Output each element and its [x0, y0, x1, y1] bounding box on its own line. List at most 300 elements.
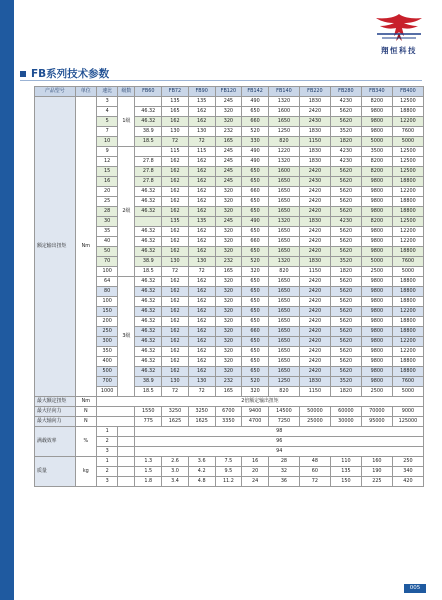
value-cell: 162: [188, 317, 215, 327]
value-cell: 320: [215, 297, 242, 307]
value-cell: 5620: [330, 177, 361, 187]
value-cell: 12200: [392, 347, 423, 357]
column-header: FB60: [135, 87, 162, 97]
value-cell: 162: [162, 207, 189, 217]
ratio-cell: 10: [96, 137, 117, 147]
value-cell: 162: [188, 357, 215, 367]
value-cell: 320: [215, 357, 242, 367]
value-cell: 46.32: [135, 317, 162, 327]
value-cell: 18800: [392, 177, 423, 187]
stage-cell: 3: [96, 477, 117, 487]
value-cell: 46.32: [135, 117, 162, 127]
value-cell: 650: [242, 247, 269, 257]
value-cell: 162: [188, 297, 215, 307]
value-cell: 162: [188, 347, 215, 357]
value-cell: 130: [188, 257, 215, 267]
value-cell: 12200: [392, 237, 423, 247]
value-cell: 650: [242, 207, 269, 217]
value-cell: 2420: [299, 287, 330, 297]
value-cell: 650: [242, 287, 269, 297]
column-header: FB140: [268, 87, 299, 97]
value-cell: 50000: [299, 407, 330, 417]
value-cell: 130: [162, 377, 189, 387]
value-cell: 4230: [330, 157, 361, 167]
value-cell: 94: [135, 447, 424, 457]
empty-cell: [118, 427, 135, 437]
value-cell: 320: [215, 277, 242, 287]
value-cell: 162: [188, 157, 215, 167]
value-cell: 70000: [361, 407, 392, 417]
value-cell: 2420: [299, 357, 330, 367]
mass-row: [35, 457, 424, 467]
stage-cell: 3: [96, 447, 117, 457]
value-cell: 660: [242, 327, 269, 337]
value-cell: 165: [162, 107, 189, 117]
value-cell: 650: [242, 177, 269, 187]
value-cell: 8200: [361, 97, 392, 107]
value-cell: 1.3: [135, 457, 162, 467]
value-cell: 162: [188, 287, 215, 297]
section-heading: [20, 66, 109, 81]
value-cell: 5620: [330, 357, 361, 367]
left-accent-bar: [0, 0, 14, 600]
value-cell: 3250: [162, 407, 189, 417]
value-cell: 2420: [299, 277, 330, 287]
value-cell: 1650: [268, 317, 299, 327]
ratio-cell: 100: [96, 297, 117, 307]
ratio-cell: 9: [96, 147, 117, 157]
value-cell: 650: [242, 107, 269, 117]
value-cell: 12200: [392, 307, 423, 317]
value-cell: [135, 147, 162, 157]
ratio-cell: 100: [96, 267, 117, 277]
value-cell: 46.32: [135, 187, 162, 197]
value-cell: 162: [162, 237, 189, 247]
stage-label: 2级: [118, 147, 135, 277]
value-cell: 1830: [299, 157, 330, 167]
value-cell: 5620: [330, 167, 361, 177]
value-cell: 1150: [299, 137, 330, 147]
value-cell: 98: [135, 427, 424, 437]
value-cell: 3.4: [162, 477, 189, 487]
unit-cell: %: [75, 427, 96, 457]
value-cell: 1650: [268, 177, 299, 187]
value-cell: 46.32: [135, 327, 162, 337]
value-cell: 162: [162, 167, 189, 177]
column-header: FB340: [361, 87, 392, 97]
value-cell: 245: [215, 177, 242, 187]
value-cell: 162: [188, 227, 215, 237]
value-cell: 250: [392, 457, 423, 467]
value-cell: 320: [215, 117, 242, 127]
unit-cell: Nm: [75, 397, 96, 407]
value-cell: 2420: [299, 247, 330, 257]
value-cell: 115: [188, 147, 215, 157]
value-cell: 1650: [268, 247, 299, 257]
value-cell: 8200: [361, 157, 392, 167]
value-cell: 2.6: [162, 457, 189, 467]
value-cell: 46.32: [135, 107, 162, 117]
value-cell: 18800: [392, 317, 423, 327]
value-cell: 162: [162, 117, 189, 127]
column-header: FB220: [299, 87, 330, 97]
value-cell: 12500: [392, 167, 423, 177]
value-cell: 320: [215, 327, 242, 337]
max-torque-row: [35, 397, 424, 407]
value-cell: 1830: [299, 97, 330, 107]
value-cell: 4700: [242, 417, 269, 427]
ratio-cell: 12: [96, 157, 117, 167]
value-cell: 2420: [299, 317, 330, 327]
value-cell: 38.9: [135, 377, 162, 387]
value-cell: 5620: [330, 187, 361, 197]
value-cell: 46.32: [135, 287, 162, 297]
header-row: [35, 87, 424, 97]
value-cell: 162: [188, 367, 215, 377]
value-cell: 320: [215, 107, 242, 117]
value-cell: 5620: [330, 247, 361, 257]
value-cell: 9400: [242, 407, 269, 417]
value-cell: 12200: [392, 187, 423, 197]
value-cell: 46.32: [135, 247, 162, 257]
value-cell: 320: [215, 197, 242, 207]
value-cell: 28: [268, 457, 299, 467]
value-cell: 32: [268, 467, 299, 477]
value-cell: 5620: [330, 307, 361, 317]
ratio-cell: 16: [96, 177, 117, 187]
value-cell: 3500: [361, 147, 392, 157]
value-cell: 1820: [330, 137, 361, 147]
value-cell: 2420: [299, 347, 330, 357]
value-cell: 48: [299, 457, 330, 467]
value-cell: 1250: [268, 377, 299, 387]
value-cell: 5620: [330, 237, 361, 247]
value-cell: 9800: [361, 107, 392, 117]
value-cell: 7.5: [215, 457, 242, 467]
value-cell: 150: [330, 477, 361, 487]
value-cell: 9800: [361, 357, 392, 367]
value-cell: 1650: [268, 357, 299, 367]
value-cell: 46.32: [135, 357, 162, 367]
value-cell: 27.8: [135, 167, 162, 177]
value-cell: 130: [162, 257, 189, 267]
value-cell: 660: [242, 117, 269, 127]
stage-cell: 2: [96, 437, 117, 447]
value-cell: 1820: [330, 267, 361, 277]
value-cell: 36: [268, 477, 299, 487]
value-cell: 232: [215, 127, 242, 137]
value-cell: 9800: [361, 207, 392, 217]
value-cell: 72: [188, 387, 215, 397]
value-cell: 5620: [330, 347, 361, 357]
value-cell: 2420: [299, 367, 330, 377]
value-cell: 1320: [268, 257, 299, 267]
value-cell: 162: [188, 107, 215, 117]
value-cell: 5620: [330, 197, 361, 207]
value-cell: 60: [299, 467, 330, 477]
row-label: 最大额定扭矩: [35, 397, 76, 407]
value-cell: 320: [215, 367, 242, 377]
value-cell: 162: [162, 297, 189, 307]
value-cell: 1250: [268, 127, 299, 137]
stage-cell: 2: [96, 467, 117, 477]
ratio-cell: 25: [96, 197, 117, 207]
column-header: 产品型号: [35, 87, 76, 97]
column-header: FB120: [215, 87, 242, 97]
value-cell: 320: [215, 247, 242, 257]
value-cell: 330: [242, 137, 269, 147]
ratio-cell: 35: [96, 227, 117, 237]
value-cell: 520: [242, 377, 269, 387]
ratio-cell: 20: [96, 187, 117, 197]
ratio-cell: 40: [96, 237, 117, 247]
heading-divider: [20, 80, 422, 81]
value-cell: [135, 97, 162, 107]
value-cell: 2420: [299, 227, 330, 237]
value-cell: 30000: [330, 417, 361, 427]
ratio-cell: 3: [96, 97, 117, 107]
value-cell: 9800: [361, 337, 392, 347]
value-cell: 162: [188, 337, 215, 347]
unit-cell: N: [75, 407, 96, 417]
value-cell: 320: [215, 227, 242, 237]
value-cell: 46.32: [135, 207, 162, 217]
value-cell: 650: [242, 167, 269, 177]
value-cell: 2420: [299, 327, 330, 337]
value-cell: 18800: [392, 287, 423, 297]
value-cell: 320: [215, 287, 242, 297]
empty-cell: [118, 437, 135, 447]
value-cell: 9800: [361, 247, 392, 257]
value-cell: 1650: [268, 287, 299, 297]
value-cell: 2420: [299, 197, 330, 207]
value-cell: 320: [215, 237, 242, 247]
value-cell: 135: [330, 467, 361, 477]
value-cell: 72: [162, 137, 189, 147]
value-cell: 162: [162, 227, 189, 237]
value-cell: 16: [242, 457, 269, 467]
value-cell: 95000: [361, 417, 392, 427]
value-cell: 1150: [299, 387, 330, 397]
value-cell: 660: [242, 187, 269, 197]
value-cell: 490: [242, 157, 269, 167]
value-cell: 9800: [361, 197, 392, 207]
value-cell: 9800: [361, 187, 392, 197]
table-row: [35, 97, 424, 107]
value-cell: 162: [162, 277, 189, 287]
value-cell: 2420: [299, 187, 330, 197]
value-cell: 162: [188, 207, 215, 217]
value-cell: 18800: [392, 327, 423, 337]
value-cell: 162: [188, 117, 215, 127]
value-cell: 2500: [361, 267, 392, 277]
value-cell: 3520: [330, 377, 361, 387]
ratio-cell: 700: [96, 377, 117, 387]
row-label: 满载效率: [35, 427, 76, 457]
value-cell: 7600: [392, 377, 423, 387]
value-cell: 9800: [361, 327, 392, 337]
value-cell: 320: [242, 387, 269, 397]
stage-label: 1级: [118, 97, 135, 147]
value-cell: 9800: [361, 367, 392, 377]
value-cell: 1150: [299, 267, 330, 277]
value-cell: 520: [242, 127, 269, 137]
value-cell: 820: [268, 267, 299, 277]
value-cell: 162: [162, 317, 189, 327]
value-cell: 232: [215, 377, 242, 387]
column-header: FB280: [330, 87, 361, 97]
value-cell: 2430: [299, 177, 330, 187]
value-cell: 5620: [330, 367, 361, 377]
value-cell: 190: [361, 467, 392, 477]
value-cell: 820: [268, 137, 299, 147]
row-label: 最大轴向力: [35, 417, 76, 427]
value-cell: 1220: [268, 147, 299, 157]
value-cell: 1650: [268, 207, 299, 217]
max-axial-row: [35, 417, 424, 427]
row-group-label: 额定输出扭矩: [35, 97, 76, 397]
value-cell: 18.5: [135, 267, 162, 277]
value-cell: 7250: [268, 417, 299, 427]
value-cell: 9800: [361, 307, 392, 317]
value-cell: 9800: [361, 127, 392, 137]
value-cell: 162: [188, 167, 215, 177]
value-cell: 46.32: [135, 307, 162, 317]
value-cell: 775: [135, 417, 162, 427]
value-cell: 162: [162, 367, 189, 377]
value-cell: 11.2: [215, 477, 242, 487]
unit-cell: kg: [75, 457, 96, 487]
value-cell: 9800: [361, 227, 392, 237]
ratio-cell: 250: [96, 327, 117, 337]
value-cell: 1650: [268, 327, 299, 337]
unit-cell: N: [75, 417, 96, 427]
value-cell: 18800: [392, 247, 423, 257]
value-cell: 2420: [299, 337, 330, 347]
value-cell: 245: [215, 147, 242, 157]
value-cell: 25000: [299, 417, 330, 427]
value-cell: 650: [242, 337, 269, 347]
value-cell: 245: [215, 157, 242, 167]
value-cell: 162: [188, 327, 215, 337]
value-cell: 650: [242, 367, 269, 377]
stage-cell: 1: [96, 427, 117, 437]
value-cell: 7600: [392, 127, 423, 137]
value-cell: 27.8: [135, 157, 162, 167]
value-cell: 9800: [361, 297, 392, 307]
value-cell: 1600: [268, 107, 299, 117]
value-cell: 340: [392, 467, 423, 477]
ratio-cell: 15: [96, 167, 117, 177]
value-cell: 72: [188, 137, 215, 147]
value-cell: 420: [392, 477, 423, 487]
value-cell: 9800: [361, 317, 392, 327]
value-cell: 1650: [268, 277, 299, 287]
value-cell: 3.0: [162, 467, 189, 477]
value-cell: 130: [162, 127, 189, 137]
value-cell: 3520: [330, 257, 361, 267]
value-cell: 650: [242, 227, 269, 237]
brand-name: 翔恒科技: [381, 46, 417, 55]
empty-cell: [96, 407, 134, 417]
value-cell: 1600: [268, 167, 299, 177]
value-cell: 1650: [268, 337, 299, 347]
value-cell: 135: [162, 97, 189, 107]
value-cell: 4.2: [188, 467, 215, 477]
value-cell: 9800: [361, 117, 392, 127]
value-cell: 820: [268, 387, 299, 397]
value-cell: 6700: [215, 407, 242, 417]
value-cell: 135: [188, 97, 215, 107]
value-cell: 4230: [330, 217, 361, 227]
ratio-cell: 400: [96, 357, 117, 367]
value-cell: 14500: [268, 407, 299, 417]
value-cell: 160: [361, 457, 392, 467]
value-cell: 46.32: [135, 297, 162, 307]
value-cell: 1650: [268, 347, 299, 357]
value-cell: 18.5: [135, 387, 162, 397]
value-cell: 20: [242, 467, 269, 477]
value-cell: 320: [215, 207, 242, 217]
value-cell: 320: [215, 187, 242, 197]
column-header: FB90: [188, 87, 215, 97]
value-cell: 46.32: [135, 237, 162, 247]
value-cell: 650: [242, 197, 269, 207]
ratio-cell: 64: [96, 277, 117, 287]
value-cell: 12200: [392, 227, 423, 237]
value-cell: 1650: [268, 197, 299, 207]
ratio-cell: 1000: [96, 387, 117, 397]
column-header: 速比: [96, 87, 117, 97]
value-cell: 46.32: [135, 277, 162, 287]
value-cell: 4.8: [188, 477, 215, 487]
value-cell: 1320: [268, 157, 299, 167]
value-cell: 650: [242, 277, 269, 287]
eagle-emblem-icon: [374, 10, 424, 44]
value-cell: 5000: [361, 137, 392, 147]
stage-label: 3级: [118, 277, 135, 397]
value-cell: 490: [242, 97, 269, 107]
efficiency-row: [35, 427, 424, 437]
value-cell: 7600: [392, 257, 423, 267]
value-cell: 162: [188, 307, 215, 317]
value-cell: 4230: [330, 97, 361, 107]
ratio-cell: 50: [96, 247, 117, 257]
value-cell: 320: [242, 267, 269, 277]
ratio-cell: 300: [96, 337, 117, 347]
value-cell: 4230: [330, 147, 361, 157]
value-cell: 162: [188, 187, 215, 197]
value-cell: 46.32: [135, 197, 162, 207]
value-cell: 650: [242, 297, 269, 307]
ratio-cell: 30: [96, 217, 117, 227]
value-cell: 162: [162, 187, 189, 197]
row-label: 质量: [35, 457, 76, 487]
row-label: 最大径向力: [35, 407, 76, 417]
value-cell: 18800: [392, 197, 423, 207]
value-cell: 9.5: [215, 467, 242, 477]
value-cell: 162: [188, 237, 215, 247]
value-cell: 2420: [299, 237, 330, 247]
value-cell: 2420: [299, 167, 330, 177]
value-cell: 1320: [268, 217, 299, 227]
value-cell: 1830: [299, 257, 330, 267]
ratio-cell: 200: [96, 317, 117, 327]
value-cell: 5620: [330, 337, 361, 347]
value-cell: 9800: [361, 277, 392, 287]
value-cell: 12500: [392, 157, 423, 167]
ratio-cell: 4: [96, 107, 117, 117]
